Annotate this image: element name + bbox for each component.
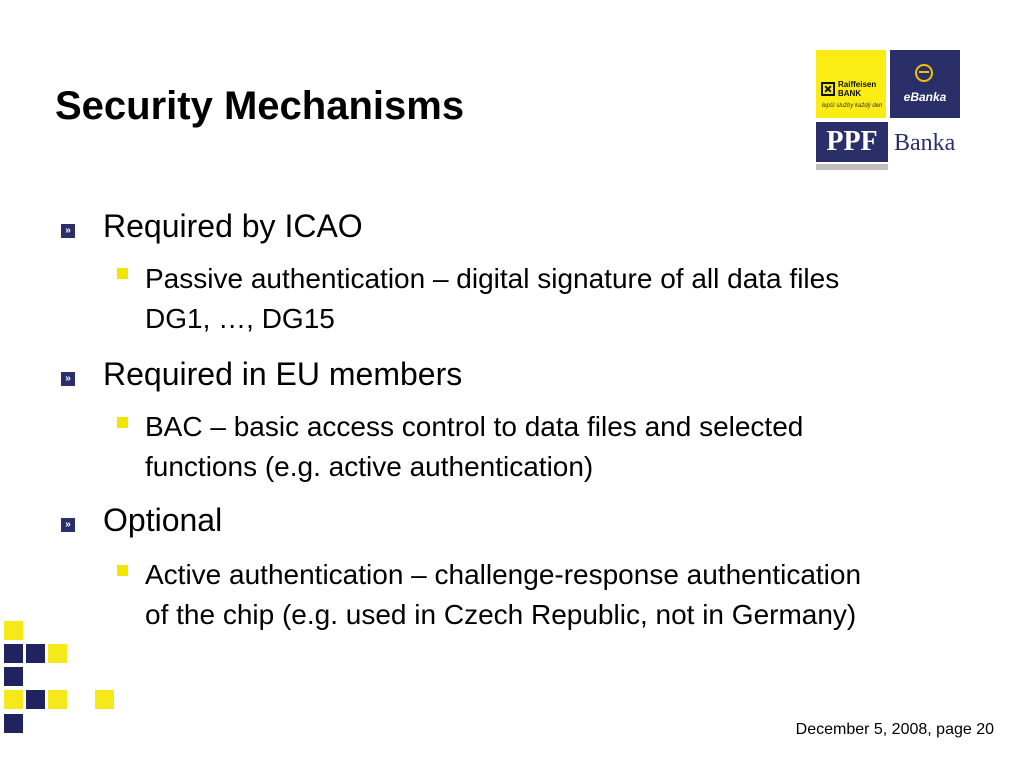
sub-bullet-item: Passive authentication – digital signature of all data files DG1, …, DG15 [145,263,840,334]
decorative-square [26,690,45,709]
bullet-item: Optional [103,502,223,538]
raiffeisen-logo-name: Raiffeisen BANK [838,80,877,98]
raiffeisen-logo-tagline: lepší služby každý den [822,103,883,109]
ebanka-logo-name: eBanka [903,90,947,104]
footer-date: December 5, 2008, page 20 [795,721,994,738]
sub-bullet-item: Active authentication – challenge-response authentication of the chip (e.g. used in Czech Republic, not in Germany) [145,559,862,630]
decorative-square [4,621,23,640]
level1-bullet-icon: » [61,372,75,386]
decorative-square [4,714,23,733]
bullet-item: Required in EU members [103,356,463,392]
ppf-logo-mark: PPF [816,122,888,162]
bullet-item: Required by ICAO [103,208,363,244]
decorative-square [4,644,23,663]
decorative-square [26,644,45,663]
level2-bullet-icon [117,268,128,279]
sub-bullet-item: BAC – basic access control to data files and selected functions (e.g. active authentication) [145,411,804,482]
decorative-square [4,667,23,686]
decorative-square [95,690,114,709]
decorative-square [48,690,67,709]
slide-title: Security Mechanisms [55,84,465,128]
decorative-square [48,644,67,663]
decorative-square [4,690,23,709]
level1-bullet-icon: » [61,518,75,532]
level2-bullet-icon [117,565,128,576]
ppf-logo-word: Banka [894,130,956,156]
level1-bullet-icon: » [61,224,75,238]
level2-bullet-icon [117,417,128,428]
